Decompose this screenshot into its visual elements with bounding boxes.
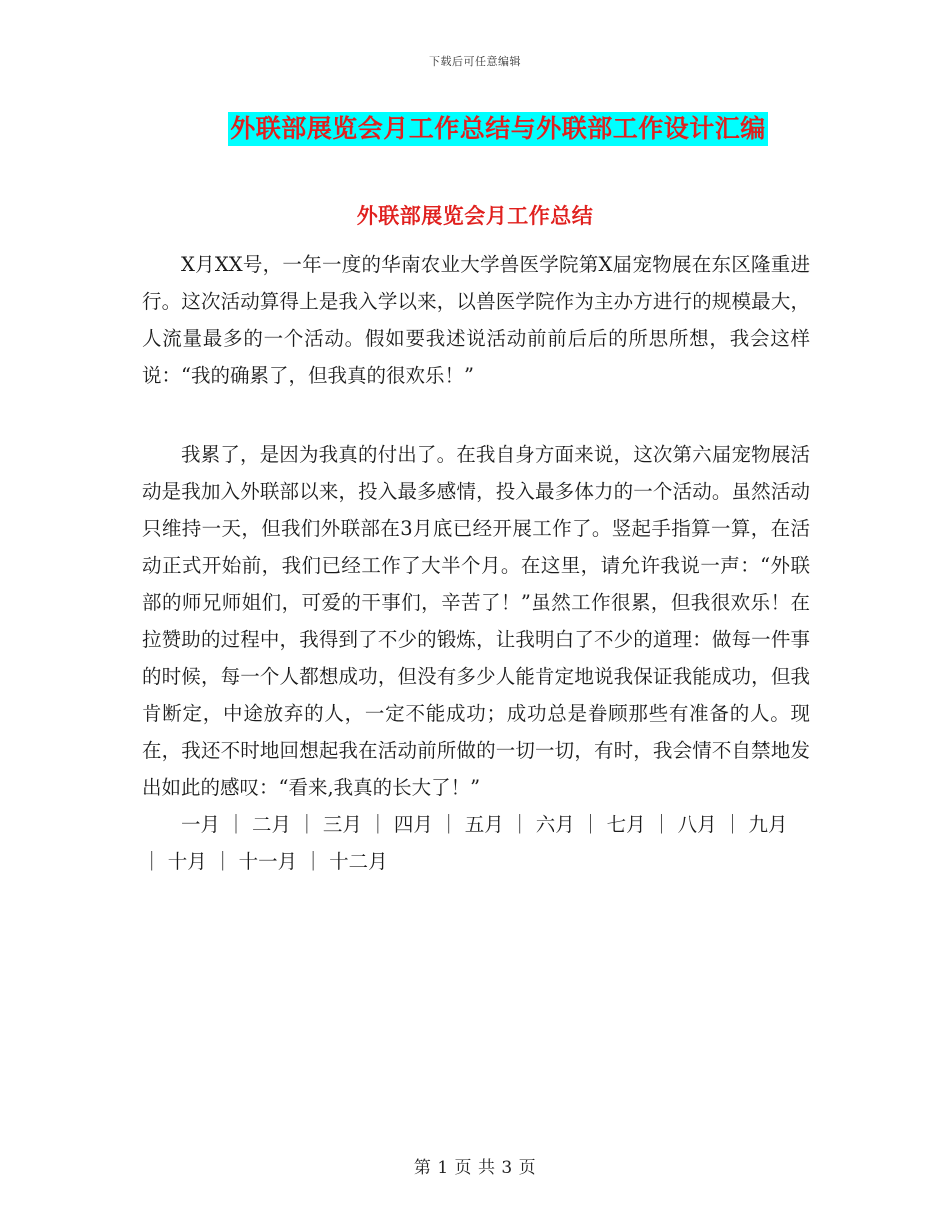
- month-separator: ｜: [226, 813, 246, 836]
- month-separator: ｜: [651, 813, 672, 836]
- month-link[interactable]: 七月: [606, 813, 646, 836]
- document-body: [142, 246, 810, 880]
- month-separator: ｜: [297, 813, 317, 836]
- month-separator: ｜: [580, 813, 601, 836]
- month-link[interactable]: 八月: [677, 813, 717, 836]
- month-separator: ｜: [722, 813, 743, 836]
- paragraph-spacer: [142, 394, 810, 436]
- month-link[interactable]: 十月: [167, 850, 207, 873]
- paragraph-1: X月XX号，一年一度的华南农业大学兽医学院第X届宠物展在东区隆重进行。这次活动算得上是我入学以来，以兽医学院作为主办方进行的规模最大，人流量最多的一个活动。假如要我述说活动前前后后的所思所想，我会这样说：“我的确累了，但我真的很欢乐！”: [142, 253, 810, 387]
- document-title-wrapper: [0, 112, 950, 146]
- month-link[interactable]: 四月: [393, 813, 433, 836]
- month-separator: ｜: [509, 813, 530, 836]
- month-separator: ｜: [368, 813, 388, 836]
- month-separator: ｜: [212, 850, 233, 873]
- month-link[interactable]: 一月: [181, 813, 221, 836]
- month-separator: ｜: [303, 850, 323, 873]
- month-link[interactable]: 六月: [535, 813, 575, 836]
- document-title: 外联部展览会月工作总结与外联部工作设计汇编: [228, 112, 768, 146]
- section-title: 外联部展览会月工作总结: [356, 203, 594, 228]
- month-link[interactable]: 十二月: [329, 850, 388, 873]
- header-note: 下载后可任意编辑: [429, 55, 521, 68]
- month-link[interactable]: 三月: [322, 813, 362, 836]
- month-link[interactable]: 十一月: [238, 850, 298, 873]
- paragraph-2: 我累了，是因为我真的付出了。在我自身方面来说，这次第六届宠物展活动是我加入外联部以来，投入最多感情，投入最多体力的一个活动。虽然活动只维持一天，但我们外联部在3月底已经开展工作了。竖起手指算一算，在活动正式开始前，我们已经工作了大半个月。在这里，请允许我说一声：“外联部的师兄师姐们，可爱的干事们，辛苦了！”虽然工作很累，但我很欢乐！在拉赞助的过程中，我得到了不少的锻炼，让我明白了不少的道理：做每一件事的时候，每一个人都想成功，但没有多少人能肯定地说我保证我能成功，但我肯断定，中途放弃的人，一定不能成功；成功总是眷顾那些有准备的人。现在，我还不时地回想起我在活动前所做的一切一切，有时，我会情不自禁地发出如此的感叹：“看来,我真的长大了！”: [142, 443, 810, 799]
- month-separator: ｜: [439, 813, 459, 836]
- month-separator: ｜: [142, 850, 162, 873]
- month-link[interactable]: 二月: [251, 813, 291, 836]
- month-links: [142, 806, 810, 880]
- page-number: 第 1 页 共 3 页: [413, 1158, 537, 1178]
- month-link[interactable]: 九月: [748, 813, 788, 836]
- month-link[interactable]: 五月: [464, 813, 504, 836]
